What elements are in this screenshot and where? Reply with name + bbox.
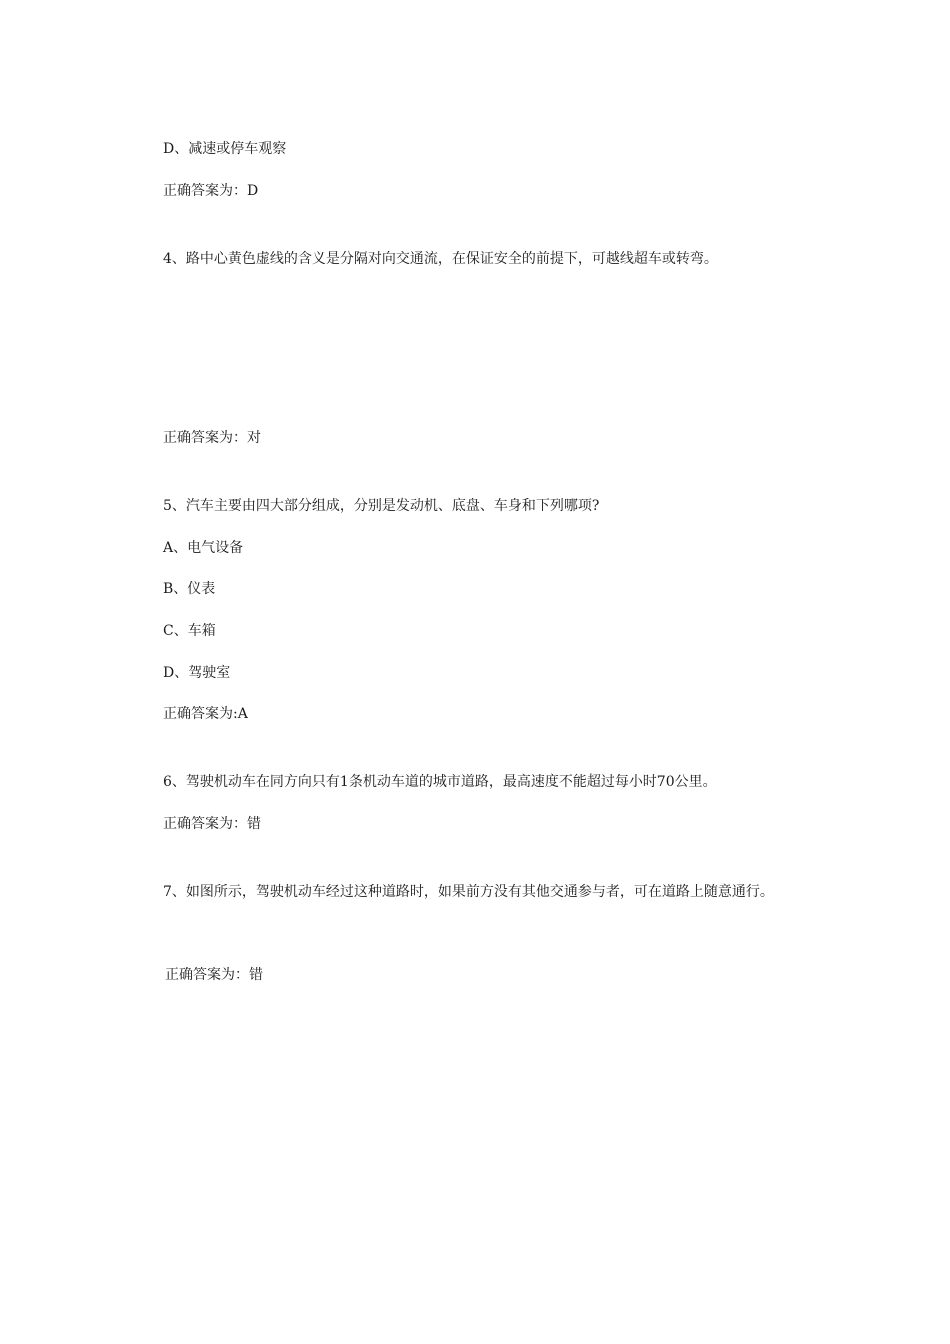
- q5-question: 5、汽车主要由四大部分组成，分别是发动机、底盘、车身和下列哪项?: [163, 498, 600, 514]
- q5-answer: 正确答案为:A: [163, 706, 248, 722]
- q6-answer: 正确答案为：错: [163, 816, 261, 832]
- q7-question: 7、如图所示，驾驶机动车经过这种道路时，如果前方没有其他交通参与者，可在道路上随意通行。: [163, 884, 774, 900]
- q5-option-a: A、电气设备: [163, 540, 244, 556]
- q6-question: 6、驾驶机动车在同方向只有1条机动车道的城市道路，最高速度不能超过每小时70公里。: [163, 774, 717, 790]
- q4-answer: 正确答案为：对: [163, 430, 261, 446]
- q3-option-d: D、减速或停车观察: [163, 141, 287, 157]
- q5-option-c: C、车箱: [163, 623, 216, 639]
- q5-option-b: B、仪表: [163, 581, 216, 597]
- q7-answer: 正确答案为：错: [165, 967, 263, 983]
- q3-answer: 正确答案为：D: [163, 183, 259, 199]
- q4-question: 4、路中心黄色虚线的含义是分隔对向交通流，在保证安全的前提下，可越线超车或转弯。: [163, 251, 718, 267]
- q5-option-d: D、驾驶室: [163, 665, 231, 681]
